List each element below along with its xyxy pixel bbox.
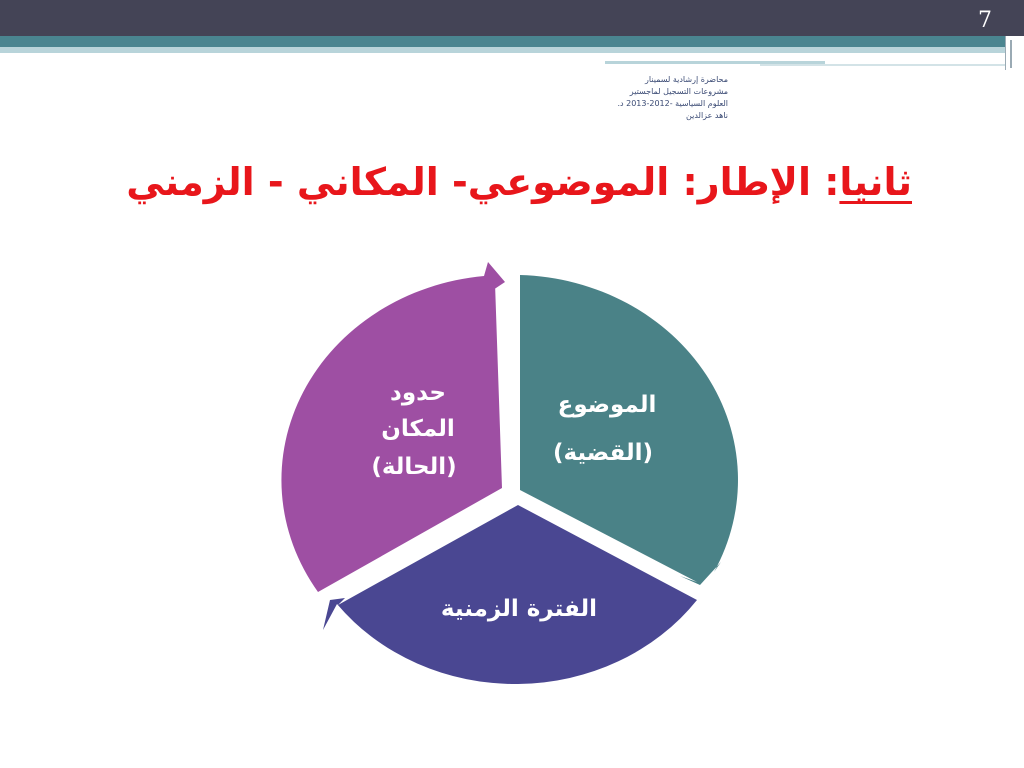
segment-place-label <box>371 380 456 480</box>
note-line: ناهد عزالدين <box>686 111 728 120</box>
segment-place-line: حدود <box>390 380 446 406</box>
segment-topic-line: (القضية) <box>552 440 654 466</box>
note-line: مشروعات التسجيل لماجستير <box>629 87 728 96</box>
note-line: العلوم السياسية -2012-2013 د. <box>617 99 728 108</box>
title-prefix: ثانيا <box>839 160 912 204</box>
segment-topic-line: الموضوع <box>557 392 657 418</box>
note-line: محاضرة إرشادية لسمينار <box>644 75 728 84</box>
slide-number: 7 <box>978 8 992 33</box>
segment-place-line: المكان <box>381 416 455 442</box>
segment-time-label <box>441 596 597 622</box>
segment-place-line: (الحالة) <box>371 454 457 480</box>
title-text: : الإطار: الموضوعي- المكاني - الزمني <box>126 160 840 204</box>
segment-time-line: الفترة الزمنية <box>440 596 598 622</box>
